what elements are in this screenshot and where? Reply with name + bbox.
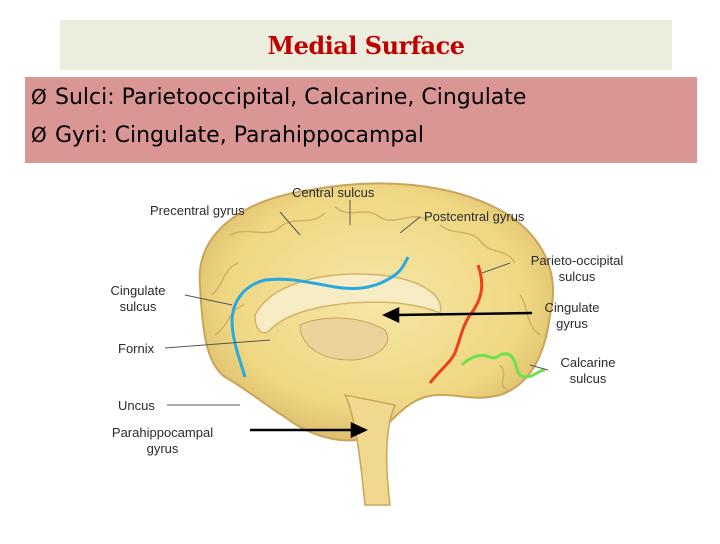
bullet-text: Sulci: Parietooccipital, Calcarine, Cingulate [55,85,527,110]
bullet-gyri [31,123,424,148]
label-calcarine-sulcus: Calcarine sulcus [560,355,616,386]
bullet-marker: Ø [31,123,47,147]
slide-title: Medial Surface [267,30,465,60]
label-cingulate-sulcus: Cingulate sulcus [110,283,166,314]
label-parahippocampal-gyrus: Parahippocampal gyrus [111,425,214,456]
label-cingulate-gyrus: Cingulate gyrus [544,300,600,331]
label-parieto-occipital-sulcus: Parieto-occipital sulcus [530,253,624,284]
bullet-marker: Ø [31,85,47,109]
label-postcentral-gyrus: Postcentral gyrus [424,209,525,224]
brainstem [345,395,395,505]
bullet-list [25,77,697,163]
bullet-text: Gyri: Cingulate, Parahippocampal [55,123,424,148]
label-precentral-gyrus: Precentral gyrus [150,203,245,218]
bullet-sulci [31,85,526,110]
brain-medial-figure [0,165,720,540]
label-uncus: Uncus [118,398,155,413]
slide-title-box [60,20,672,70]
brain-illustration [0,165,720,540]
label-central-sulcus: Central sulcus [292,185,375,200]
label-fornix: Fornix [118,341,155,356]
